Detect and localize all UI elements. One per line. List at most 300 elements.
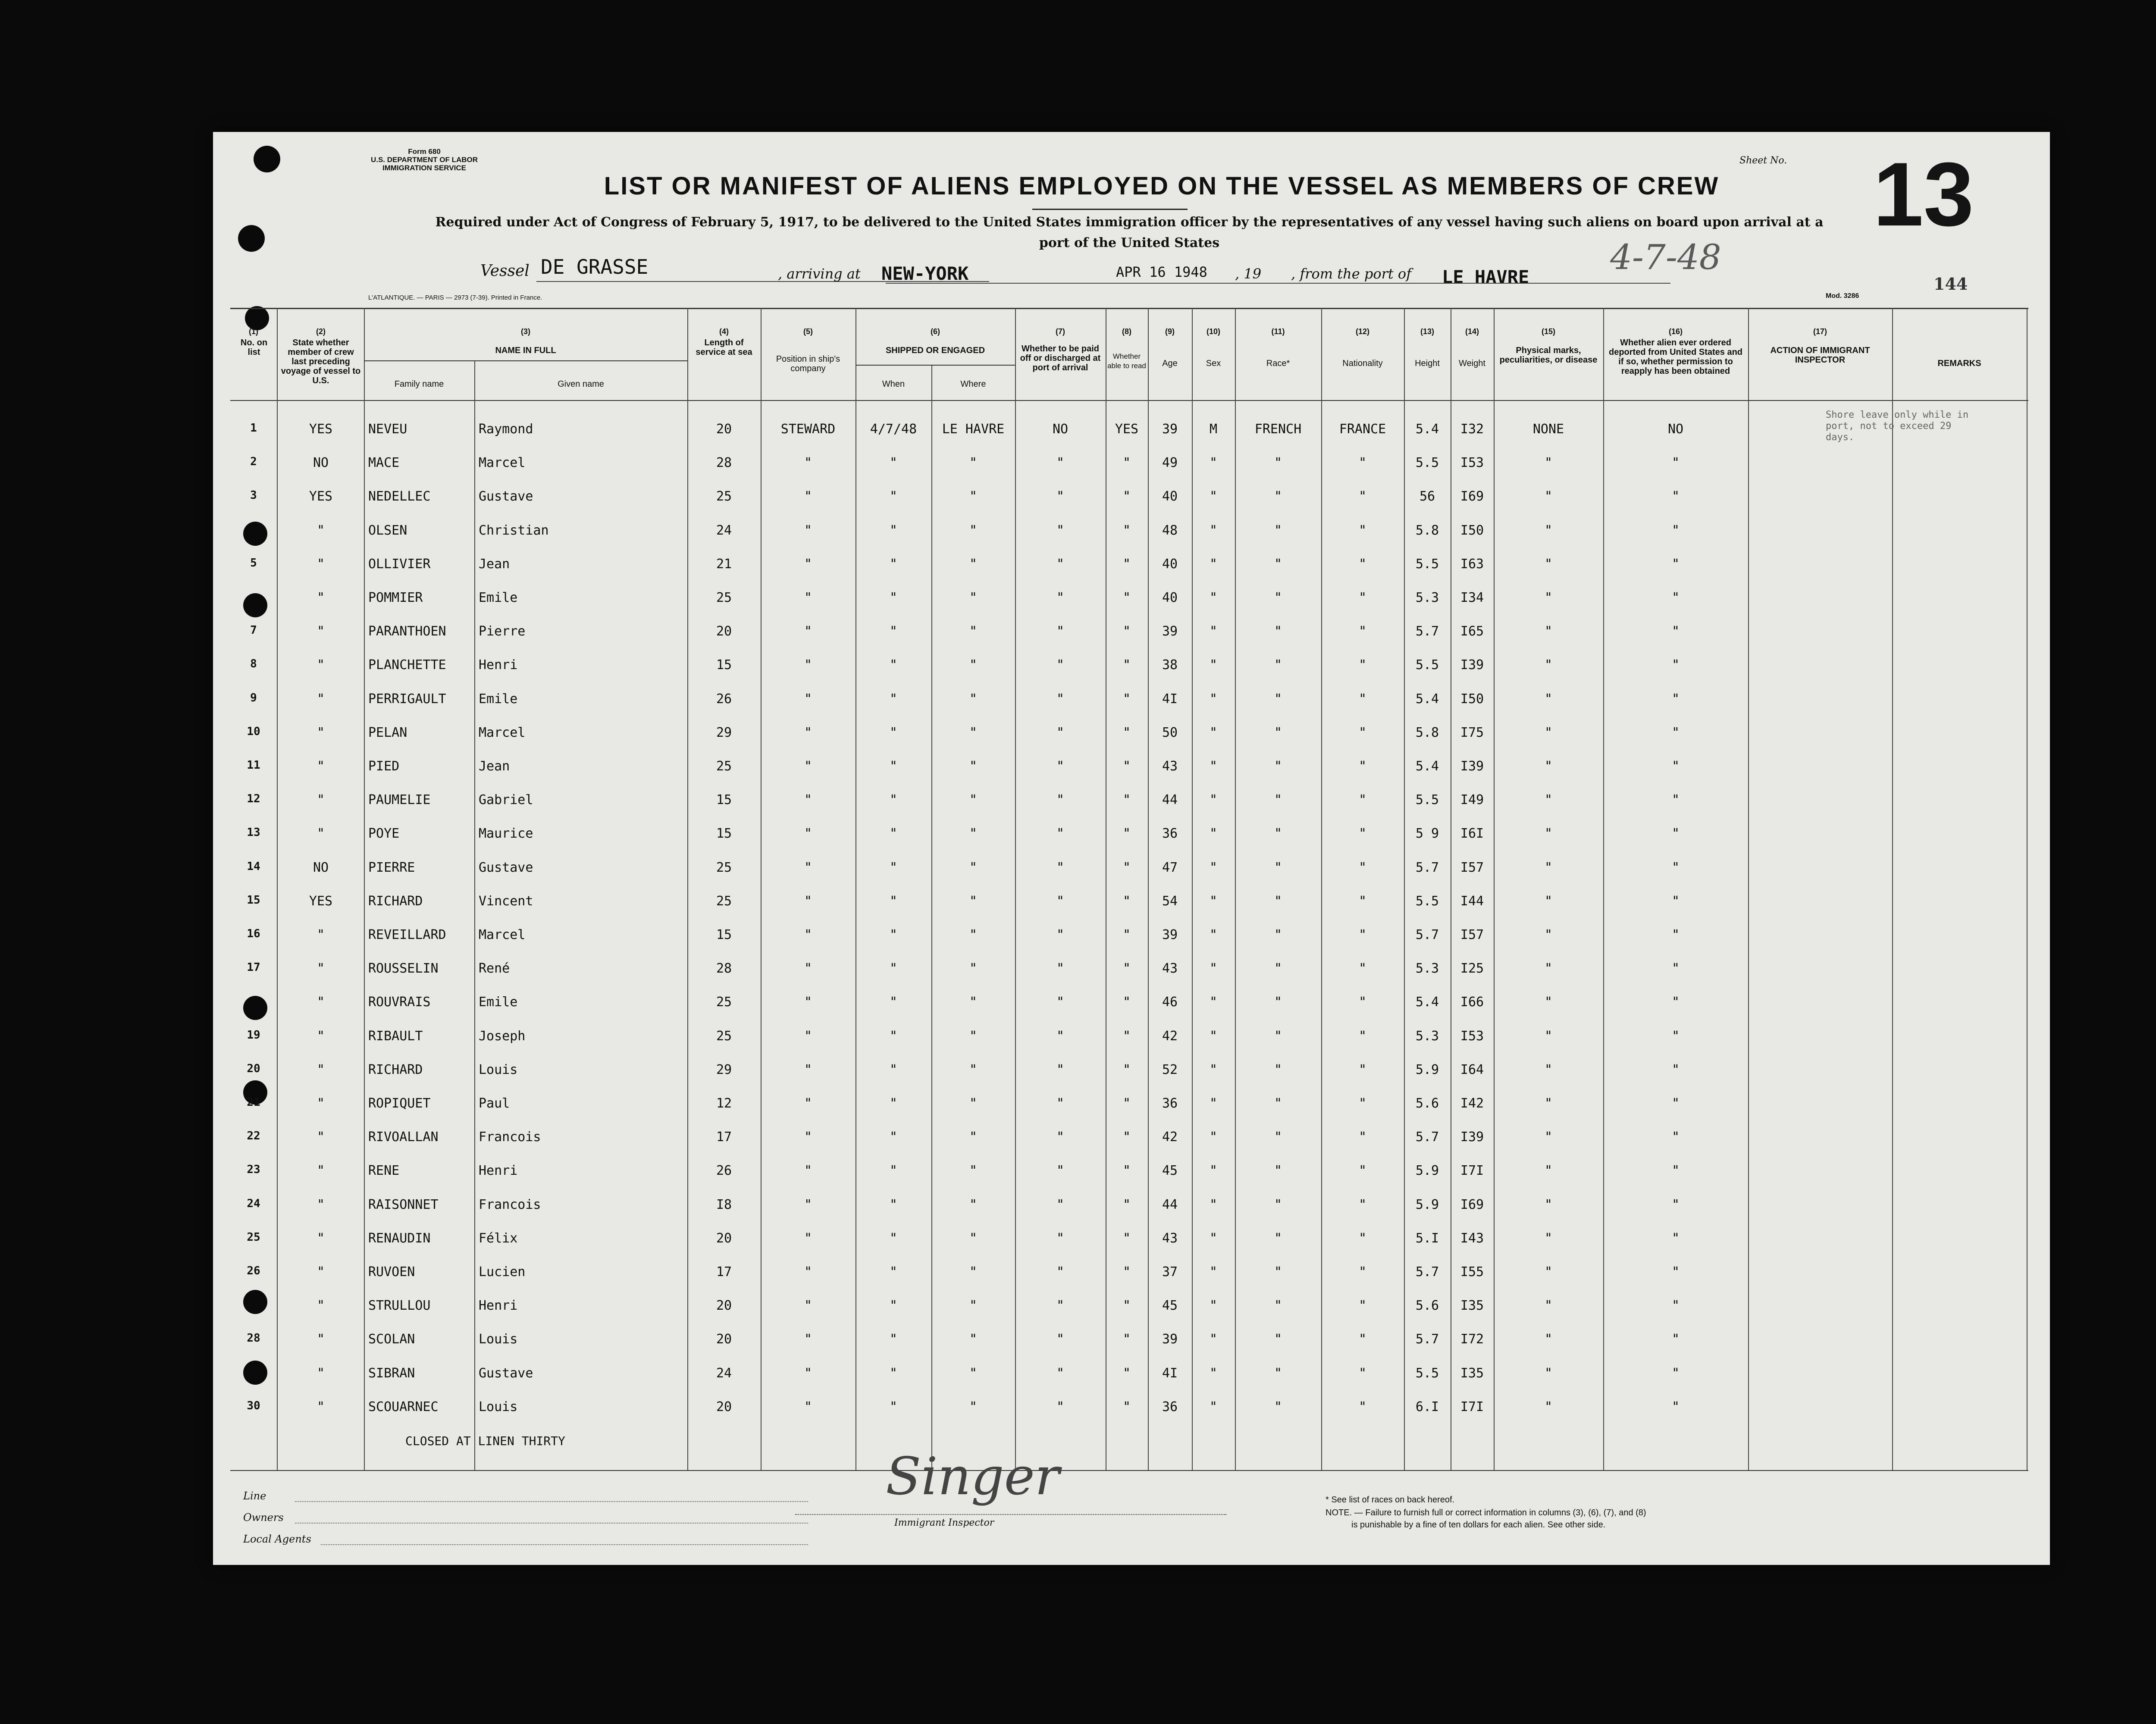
col-rule xyxy=(1404,308,1405,1470)
shipped-when-cell: " xyxy=(889,1298,898,1313)
col-rule xyxy=(1192,308,1193,1470)
position-cell: " xyxy=(804,1096,812,1111)
col18-header: REMARKS xyxy=(1937,359,1981,368)
family-name-cell: PIED xyxy=(368,759,400,774)
height-cell: 5.6 xyxy=(1415,1298,1439,1313)
paid-off-cell: " xyxy=(1056,1332,1065,1347)
service-length-cell: 25 xyxy=(716,894,732,909)
physical-marks-cell: " xyxy=(1544,1298,1553,1313)
shipped-where-cell: LE HAVRE xyxy=(942,422,1005,437)
height-cell: 56 xyxy=(1419,489,1435,504)
able-to-read-cell: " xyxy=(1122,624,1131,639)
subtitle-line-2: port of the United States xyxy=(1039,235,1220,250)
col8-header: Whether able to read xyxy=(1107,352,1146,370)
arriving-label: , arriving at xyxy=(778,266,861,282)
shipped-when-cell: " xyxy=(889,1163,898,1178)
sheet-number-label: Sheet No. xyxy=(1739,155,1787,166)
col13-header: Height xyxy=(1415,359,1440,368)
able-to-read-cell: " xyxy=(1122,1130,1131,1145)
mod-number: Mod. 3286 xyxy=(1826,292,1859,300)
paid-off-cell: " xyxy=(1056,759,1065,774)
nationality-cell: " xyxy=(1358,1298,1367,1313)
paid-off-cell: " xyxy=(1056,995,1065,1010)
physical-marks-cell: " xyxy=(1544,826,1553,841)
physical-marks-cell: " xyxy=(1544,894,1553,909)
given-name-cell: Gustave xyxy=(479,860,533,875)
given-name-cell: Pierre xyxy=(479,624,526,639)
able-to-read-cell: " xyxy=(1122,455,1131,470)
previous-voyage-cell: " xyxy=(317,1366,325,1381)
sex-cell: " xyxy=(1209,489,1218,504)
col-rule xyxy=(2027,308,2028,1470)
weight-cell: I25 xyxy=(1460,961,1484,976)
able-to-read-cell: YES xyxy=(1115,422,1139,437)
weight-cell: I53 xyxy=(1460,1029,1484,1044)
height-cell: 5.9 xyxy=(1415,1163,1439,1178)
nationality-cell: " xyxy=(1358,1231,1367,1246)
physical-marks-cell: " xyxy=(1544,961,1553,976)
position-cell: " xyxy=(804,1399,812,1414)
race-cell: " xyxy=(1274,995,1282,1010)
height-cell: 5 9 xyxy=(1415,826,1439,841)
service-length-cell: 29 xyxy=(716,725,732,740)
family-name-cell: OLSEN xyxy=(368,523,407,538)
col12-number: (12) xyxy=(1355,327,1369,336)
family-name-cell: RICHARD xyxy=(368,1062,423,1077)
weight-cell: I7I xyxy=(1460,1399,1484,1414)
shipped-when-cell: " xyxy=(889,455,898,470)
deported-cell: " xyxy=(1671,455,1680,470)
age-cell: 39 xyxy=(1162,927,1178,942)
col-rule xyxy=(277,308,278,1470)
height-cell: 5.5 xyxy=(1415,557,1439,572)
previous-voyage-cell: " xyxy=(317,590,325,605)
height-cell: 5.7 xyxy=(1415,624,1439,639)
row-number: 21 xyxy=(247,1096,260,1109)
shipped-when-cell: " xyxy=(889,725,898,740)
paid-off-cell: " xyxy=(1056,725,1065,740)
previous-voyage-cell: " xyxy=(317,1332,325,1347)
printer-imprint: L'ATLANTIQUE. — PARIS — 2973 (7-39). Printed in France. xyxy=(368,294,542,301)
year-label: , 19 xyxy=(1235,266,1262,282)
age-cell: 40 xyxy=(1162,557,1178,572)
title-divider xyxy=(1032,209,1188,210)
physical-marks-cell: " xyxy=(1544,995,1553,1010)
age-cell: 44 xyxy=(1162,1197,1178,1212)
age-cell: 52 xyxy=(1162,1062,1178,1077)
able-to-read-cell: " xyxy=(1122,860,1131,875)
family-name-cell: POYE xyxy=(368,826,400,841)
signature-line xyxy=(795,1514,1226,1515)
deported-cell: " xyxy=(1671,590,1680,605)
paid-off-cell: " xyxy=(1056,1366,1065,1381)
sex-cell: " xyxy=(1209,1366,1218,1381)
position-cell: " xyxy=(804,624,812,639)
nationality-cell: " xyxy=(1358,792,1367,807)
height-cell: 5.5 xyxy=(1415,657,1439,673)
sex-cell: " xyxy=(1209,1096,1218,1111)
shipped-where-cell: " xyxy=(969,725,978,740)
physical-marks-cell: " xyxy=(1544,1366,1553,1381)
able-to-read-cell: " xyxy=(1122,590,1131,605)
height-cell: 5.5 xyxy=(1415,792,1439,807)
service-length-cell: 20 xyxy=(716,624,732,639)
paid-off-cell: " xyxy=(1056,1130,1065,1145)
age-cell: 43 xyxy=(1162,759,1178,774)
name-subheader-rule xyxy=(364,360,687,361)
col-rule xyxy=(364,308,365,1470)
family-name-cell: PLANCHETTE xyxy=(368,657,446,673)
shipped-where-cell: " xyxy=(969,792,978,807)
service-length-cell: 25 xyxy=(716,1029,732,1044)
page-number: 13 xyxy=(1873,144,1974,245)
races-note: * See list of races on back hereof. xyxy=(1326,1495,1455,1505)
shipped-where-cell: " xyxy=(969,1029,978,1044)
physical-marks-cell: " xyxy=(1544,523,1553,538)
age-cell: 40 xyxy=(1162,489,1178,504)
nationality-cell: " xyxy=(1358,1197,1367,1212)
agents-dotted xyxy=(321,1544,808,1545)
race-cell: " xyxy=(1274,860,1282,875)
race-cell: " xyxy=(1274,1264,1282,1280)
shipped-where-cell: " xyxy=(969,1366,978,1381)
deported-cell: " xyxy=(1671,759,1680,774)
age-cell: 54 xyxy=(1162,894,1178,909)
line-dotted xyxy=(295,1501,808,1502)
paid-off-cell: " xyxy=(1056,894,1065,909)
row-number: 12 xyxy=(247,792,260,805)
physical-marks-cell: " xyxy=(1544,1264,1553,1280)
shipped-where-cell: " xyxy=(969,1332,978,1347)
table-top-rule xyxy=(230,308,2028,309)
height-cell: 5.4 xyxy=(1415,422,1439,437)
shipped-when-cell: " xyxy=(889,826,898,841)
family-name-cell: POMMIER xyxy=(368,590,423,605)
position-cell: " xyxy=(804,1332,812,1347)
owners-label: Owners xyxy=(243,1511,284,1524)
col-rule xyxy=(1892,308,1893,1470)
col6b-header: Where xyxy=(960,379,986,389)
col6-header: SHIPPED OR ENGAGED xyxy=(885,346,985,355)
col9-header: Age xyxy=(1162,359,1178,368)
race-cell: " xyxy=(1274,1163,1282,1178)
given-name-cell: Raymond xyxy=(479,422,533,437)
binder-hole xyxy=(243,1290,267,1314)
col5-number: (5) xyxy=(803,327,813,336)
col2-number: (2) xyxy=(316,327,326,336)
deported-cell: " xyxy=(1671,624,1680,639)
weight-cell: I32 xyxy=(1460,422,1484,437)
race-cell: " xyxy=(1274,1029,1282,1044)
physical-marks-cell: " xyxy=(1544,657,1553,673)
shipped-when-cell: " xyxy=(889,624,898,639)
row-number: 9 xyxy=(250,691,257,704)
weight-cell: I65 xyxy=(1460,624,1484,639)
given-name-cell: Louis xyxy=(479,1062,518,1077)
nationality-cell: " xyxy=(1358,624,1367,639)
family-name-cell: RENE xyxy=(368,1163,400,1178)
physical-marks-cell: " xyxy=(1544,1029,1553,1044)
stamp-number: 144 xyxy=(1934,274,1968,294)
able-to-read-cell: " xyxy=(1122,691,1131,707)
weight-cell: I39 xyxy=(1460,657,1484,673)
nationality-cell: " xyxy=(1358,1399,1367,1414)
owners-dotted xyxy=(295,1523,808,1524)
height-cell: 5.7 xyxy=(1415,927,1439,942)
position-cell: " xyxy=(804,759,812,774)
fine-note: NOTE. — Failure to furnish full or correct information in columns (3), (6), (7), and (8) xyxy=(1326,1508,1646,1517)
position-cell: " xyxy=(804,1062,812,1077)
race-cell: " xyxy=(1274,557,1282,572)
position-cell: " xyxy=(804,1197,812,1212)
given-name-cell: Marcel xyxy=(479,927,526,942)
col3a-header: Family name xyxy=(394,379,444,389)
nationality-cell: FRANCE xyxy=(1339,422,1386,437)
sex-cell: " xyxy=(1209,1163,1218,1178)
paid-off-cell: " xyxy=(1056,792,1065,807)
position-cell: " xyxy=(804,1264,812,1280)
paid-off-cell: " xyxy=(1056,927,1065,942)
age-cell: 39 xyxy=(1162,624,1178,639)
deported-cell: " xyxy=(1671,691,1680,707)
service-length-cell: 21 xyxy=(716,557,732,572)
shipped-where-cell: " xyxy=(969,995,978,1010)
deported-cell: " xyxy=(1671,894,1680,909)
service-length-cell: 20 xyxy=(716,422,732,437)
shipped-where-cell: " xyxy=(969,860,978,875)
shipped-when-cell: " xyxy=(889,1029,898,1044)
deported-cell: " xyxy=(1671,1029,1680,1044)
service-length-cell: 25 xyxy=(716,489,732,504)
race-cell: " xyxy=(1274,1130,1282,1145)
col3-number: (3) xyxy=(521,327,530,336)
service-length-cell: 20 xyxy=(716,1332,732,1347)
shipped-when-cell: " xyxy=(889,961,898,976)
sex-cell: " xyxy=(1209,590,1218,605)
given-name-cell: Jean xyxy=(479,557,510,572)
row-number: 16 xyxy=(247,927,260,940)
shipped-where-cell: " xyxy=(969,1096,978,1111)
race-cell: " xyxy=(1274,1399,1282,1414)
position-cell: " xyxy=(804,894,812,909)
physical-marks-cell: " xyxy=(1544,759,1553,774)
race-cell: " xyxy=(1274,792,1282,807)
family-name-cell: PARANTHOEN xyxy=(368,624,446,639)
position-cell: " xyxy=(804,1130,812,1145)
service-length-cell: 24 xyxy=(716,523,732,538)
family-name-cell: ROUSSELIN xyxy=(368,961,439,976)
col-rule xyxy=(1015,308,1016,1470)
previous-voyage-cell: " xyxy=(317,1264,325,1280)
shipped-when-cell: " xyxy=(889,1062,898,1077)
previous-voyage-cell: " xyxy=(317,1197,325,1212)
physical-marks-cell: " xyxy=(1544,792,1553,807)
shipped-where-cell: " xyxy=(969,1130,978,1145)
physical-marks-cell: " xyxy=(1544,489,1553,504)
service-length-cell: 15 xyxy=(716,927,732,942)
vessel-label: Vessel xyxy=(480,262,530,280)
col10-number: (10) xyxy=(1206,327,1220,336)
physical-marks-cell: " xyxy=(1544,1163,1553,1178)
sex-cell: " xyxy=(1209,624,1218,639)
physical-marks-cell: " xyxy=(1544,1231,1553,1246)
binder-hole xyxy=(254,146,280,172)
height-cell: 5.I xyxy=(1415,1231,1439,1246)
row-number: 26 xyxy=(247,1264,260,1277)
deported-cell: " xyxy=(1671,1264,1680,1280)
height-cell: 5.7 xyxy=(1415,860,1439,875)
deported-cell: " xyxy=(1671,1130,1680,1145)
shipped-when-cell: " xyxy=(889,557,898,572)
shipped-where-cell: " xyxy=(969,1163,978,1178)
sex-cell: " xyxy=(1209,725,1218,740)
col-rule xyxy=(687,308,688,1470)
sex-cell: " xyxy=(1209,759,1218,774)
position-cell: " xyxy=(804,1231,812,1246)
paid-off-cell: " xyxy=(1056,691,1065,707)
from-port-label: , from the port of xyxy=(1291,266,1412,282)
sex-cell: " xyxy=(1209,894,1218,909)
nationality-cell: " xyxy=(1358,1332,1367,1347)
previous-voyage-cell: " xyxy=(317,927,325,942)
col11-header: Race* xyxy=(1266,359,1290,368)
nationality-cell: " xyxy=(1358,759,1367,774)
position-cell: " xyxy=(804,590,812,605)
weight-cell: I42 xyxy=(1460,1096,1484,1111)
position-cell: " xyxy=(804,995,812,1010)
service-length-cell: 20 xyxy=(716,1399,732,1414)
race-cell: " xyxy=(1274,1231,1282,1246)
shipped-where-cell: " xyxy=(969,691,978,707)
sex-cell: " xyxy=(1209,1062,1218,1077)
shipped-where-cell: " xyxy=(969,961,978,976)
sex-cell: " xyxy=(1209,995,1218,1010)
physical-marks-cell: NONE xyxy=(1532,422,1564,437)
col15-number: (15) xyxy=(1541,327,1555,336)
nationality-cell: " xyxy=(1358,1029,1367,1044)
nationality-cell: " xyxy=(1358,860,1367,875)
manifest-sheet xyxy=(213,132,2050,1565)
paid-off-cell: " xyxy=(1056,557,1065,572)
given-name-cell: Francois xyxy=(479,1197,541,1212)
shipped-when-cell: " xyxy=(889,792,898,807)
service-length-cell: 25 xyxy=(716,860,732,875)
col6a-header: When xyxy=(882,379,905,389)
shipped-where-cell: " xyxy=(969,1264,978,1280)
race-cell: " xyxy=(1274,590,1282,605)
given-name-cell: Louis xyxy=(479,1332,518,1347)
shipped-where-cell: " xyxy=(969,1298,978,1313)
row-number: 7 xyxy=(250,624,257,637)
service-length-cell: 24 xyxy=(716,1366,732,1381)
sex-cell: " xyxy=(1209,860,1218,875)
family-name-cell: NEVEU xyxy=(368,422,407,437)
paid-off-cell: " xyxy=(1056,961,1065,976)
given-name-cell: Emile xyxy=(479,691,518,707)
family-name-cell: SIBRAN xyxy=(368,1366,415,1381)
shipped-when-cell: " xyxy=(889,759,898,774)
row-number: 11 xyxy=(247,759,260,772)
shipped-when-cell: " xyxy=(889,691,898,707)
height-cell: 6.I xyxy=(1415,1399,1439,1414)
height-cell: 5.5 xyxy=(1415,455,1439,470)
sex-cell: " xyxy=(1209,826,1218,841)
weight-cell: I75 xyxy=(1460,725,1484,740)
height-cell: 5.3 xyxy=(1415,961,1439,976)
table-header-rule xyxy=(230,400,2028,401)
physical-marks-cell: " xyxy=(1544,1130,1553,1145)
shipped-where-cell: " xyxy=(969,489,978,504)
deported-cell: " xyxy=(1671,489,1680,504)
col-rule xyxy=(1748,308,1749,1470)
family-name-cell: ROPIQUET xyxy=(368,1096,431,1111)
deported-cell: " xyxy=(1671,792,1680,807)
deported-cell: " xyxy=(1671,860,1680,875)
binder-hole xyxy=(238,225,265,252)
age-cell: 36 xyxy=(1162,826,1178,841)
age-cell: 43 xyxy=(1162,961,1178,976)
paid-off-cell: " xyxy=(1056,860,1065,875)
family-name-cell: RENAUDIN xyxy=(368,1231,431,1246)
race-cell: " xyxy=(1274,1096,1282,1111)
service-length-cell: I8 xyxy=(716,1197,732,1212)
race-cell: " xyxy=(1274,1332,1282,1347)
inspector-label: Immigrant Inspector xyxy=(894,1517,994,1528)
race-cell: " xyxy=(1274,657,1282,673)
fine-note-cont: is punishable by a fine of ten dollars for each alien. See other side. xyxy=(1351,1520,1606,1530)
col7-header: Whether to be paid off or discharged at port of arrival xyxy=(1020,344,1101,372)
col-rule xyxy=(1148,308,1149,1470)
previous-voyage-cell: YES xyxy=(309,422,333,437)
paid-off-cell: " xyxy=(1056,1163,1065,1178)
row-number: 30 xyxy=(247,1399,260,1412)
weight-cell: I43 xyxy=(1460,1231,1484,1246)
height-cell: 5.8 xyxy=(1415,725,1439,740)
sex-cell: " xyxy=(1209,657,1218,673)
service-length-cell: 25 xyxy=(716,590,732,605)
physical-marks-cell: " xyxy=(1544,860,1553,875)
col17-number: (17) xyxy=(1813,327,1827,336)
nationality-cell: " xyxy=(1358,1163,1367,1178)
binder-hole xyxy=(243,1361,267,1385)
family-name-cell: OLLIVIER xyxy=(368,557,431,572)
row-number: 2 xyxy=(250,455,257,468)
race-cell: " xyxy=(1274,961,1282,976)
col16-header: Whether alien ever ordered deported from United States and if so, whether permission to reapply has been obtained xyxy=(1608,338,1743,376)
height-cell: 5.6 xyxy=(1415,1096,1439,1111)
able-to-read-cell: " xyxy=(1122,894,1131,909)
family-name-cell: REVEILLARD xyxy=(368,927,446,942)
able-to-read-cell: " xyxy=(1122,1332,1131,1347)
shipped-when-cell: " xyxy=(889,523,898,538)
given-name-cell: René xyxy=(479,961,510,976)
weight-cell: I50 xyxy=(1460,523,1484,538)
nationality-cell: " xyxy=(1358,725,1367,740)
position-cell: " xyxy=(804,455,812,470)
paid-off-cell: " xyxy=(1056,1197,1065,1212)
departure-port: LE HAVRE xyxy=(1442,266,1529,288)
service-length-cell: 12 xyxy=(716,1096,732,1111)
sex-cell: " xyxy=(1209,1029,1218,1044)
family-name-cell: NEDELLEC xyxy=(368,489,431,504)
previous-voyage-cell: YES xyxy=(309,489,333,504)
weight-cell: I35 xyxy=(1460,1298,1484,1313)
physical-marks-cell: " xyxy=(1544,1197,1553,1212)
previous-voyage-cell: " xyxy=(317,691,325,707)
shipped-when-cell: " xyxy=(889,1366,898,1381)
previous-voyage-cell: " xyxy=(317,1399,325,1414)
previous-voyage-cell: YES xyxy=(309,894,333,909)
